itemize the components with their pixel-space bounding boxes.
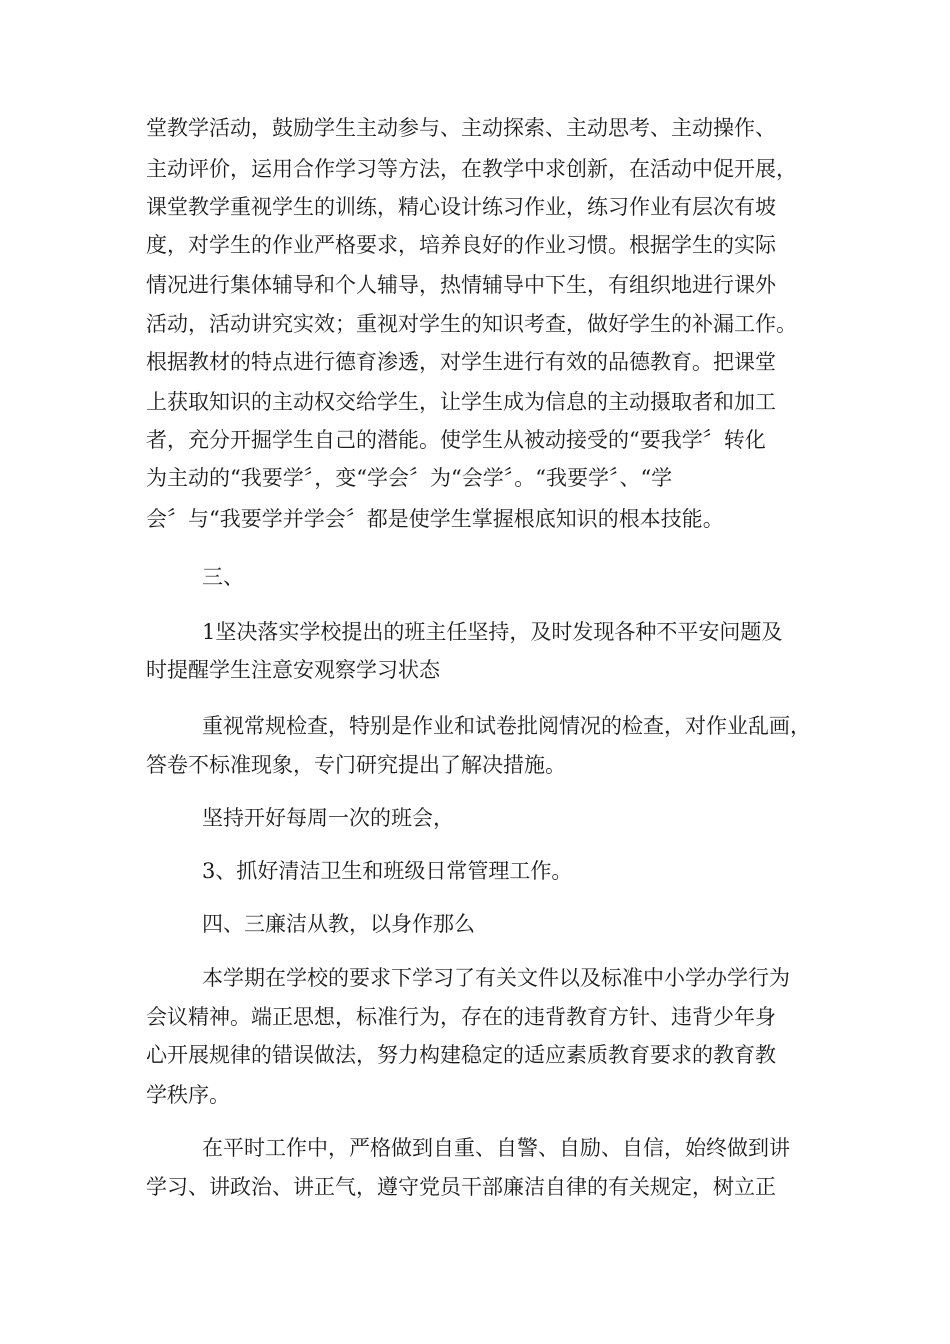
text-line: 在平时工作中，严格做到自重、自警、自励、自信，始终做到讲 xyxy=(202,1136,790,1160)
text-line: 堂教学活动，鼓励学生主动参与、主动探索、主动思考、主动操作、 xyxy=(146,116,776,140)
section-heading: 三、 xyxy=(202,565,244,589)
text-line: 重视常规检查，特别是作业和试卷批阅情况的检查，对作业乱画， xyxy=(202,714,811,738)
text-line: 3、抓好清洁卫生和班级日常管理工作。 xyxy=(202,859,573,883)
section-heading: 四、三廉洁从教，以身作那么 xyxy=(202,912,475,936)
text-line: 学习、讲政治、讲正气，遵守党员干部廉洁自律的有关规定，树立正 xyxy=(146,1175,776,1199)
text-line: 者，充分开掘学生自己的潜能。使学生从被动接受的“要我学〞转化 xyxy=(146,428,766,452)
text-line: 课堂教学重视学生的训练，精心设计练习作业，练习作业有层次有坡 xyxy=(146,195,776,219)
text-line: 心开展规律的错误做法，努力构建稳定的适应素质教育要求的教育教 xyxy=(146,1043,776,1067)
text-line: 活动，活动讲究实效；重视对学生的知识考查，做好学生的补漏工作。 xyxy=(146,312,797,336)
text-line: 为主动的“我要学〞，变“学会〞为“会学〞。“我要学〞、“学 xyxy=(146,466,673,490)
text-line: 主动评价，运用合作学习等方法，在教学中求创新，在活动中促开展， xyxy=(146,157,797,181)
text-line: 学秩序。 xyxy=(146,1083,230,1107)
text-line: 坚持开好每周一次的班会， xyxy=(202,806,454,830)
text-line: 时提醒学生注意安观察学习状态 xyxy=(146,658,440,682)
text-line: 上获取知识的主动权交给学生，让学生成为信息的主动摄取者和加工 xyxy=(146,390,776,414)
text-line: 情况进行集体辅导和个人辅导，热情辅导中下生，有组织地进行课外 xyxy=(146,273,776,297)
text-line: 答卷不标准现象，专门研究提出了解决措施。 xyxy=(146,753,566,777)
text-line: 1坚决落实学校提出的班主任坚持，及时发现各种不平安问题及 xyxy=(202,620,783,644)
text-line: 度，对学生的作业严格要求，培养良好的作业习惯。根据学生的实际 xyxy=(146,233,776,257)
text-line: 会议精神。端正思想，标准行为，存在的违背教育方针、违背少年身 xyxy=(146,1005,776,1029)
text-line: 本学期在学校的要求下学习了有关文件以及标准中小学办学行为 xyxy=(202,966,790,990)
text-line: 会〞与“我要学并学会〞都是使学生掌握根底知识的根本技能。 xyxy=(146,507,724,531)
text-line: 根据教材的特点进行德育渗透，对学生进行有效的品德教育。把课堂 xyxy=(146,350,776,374)
